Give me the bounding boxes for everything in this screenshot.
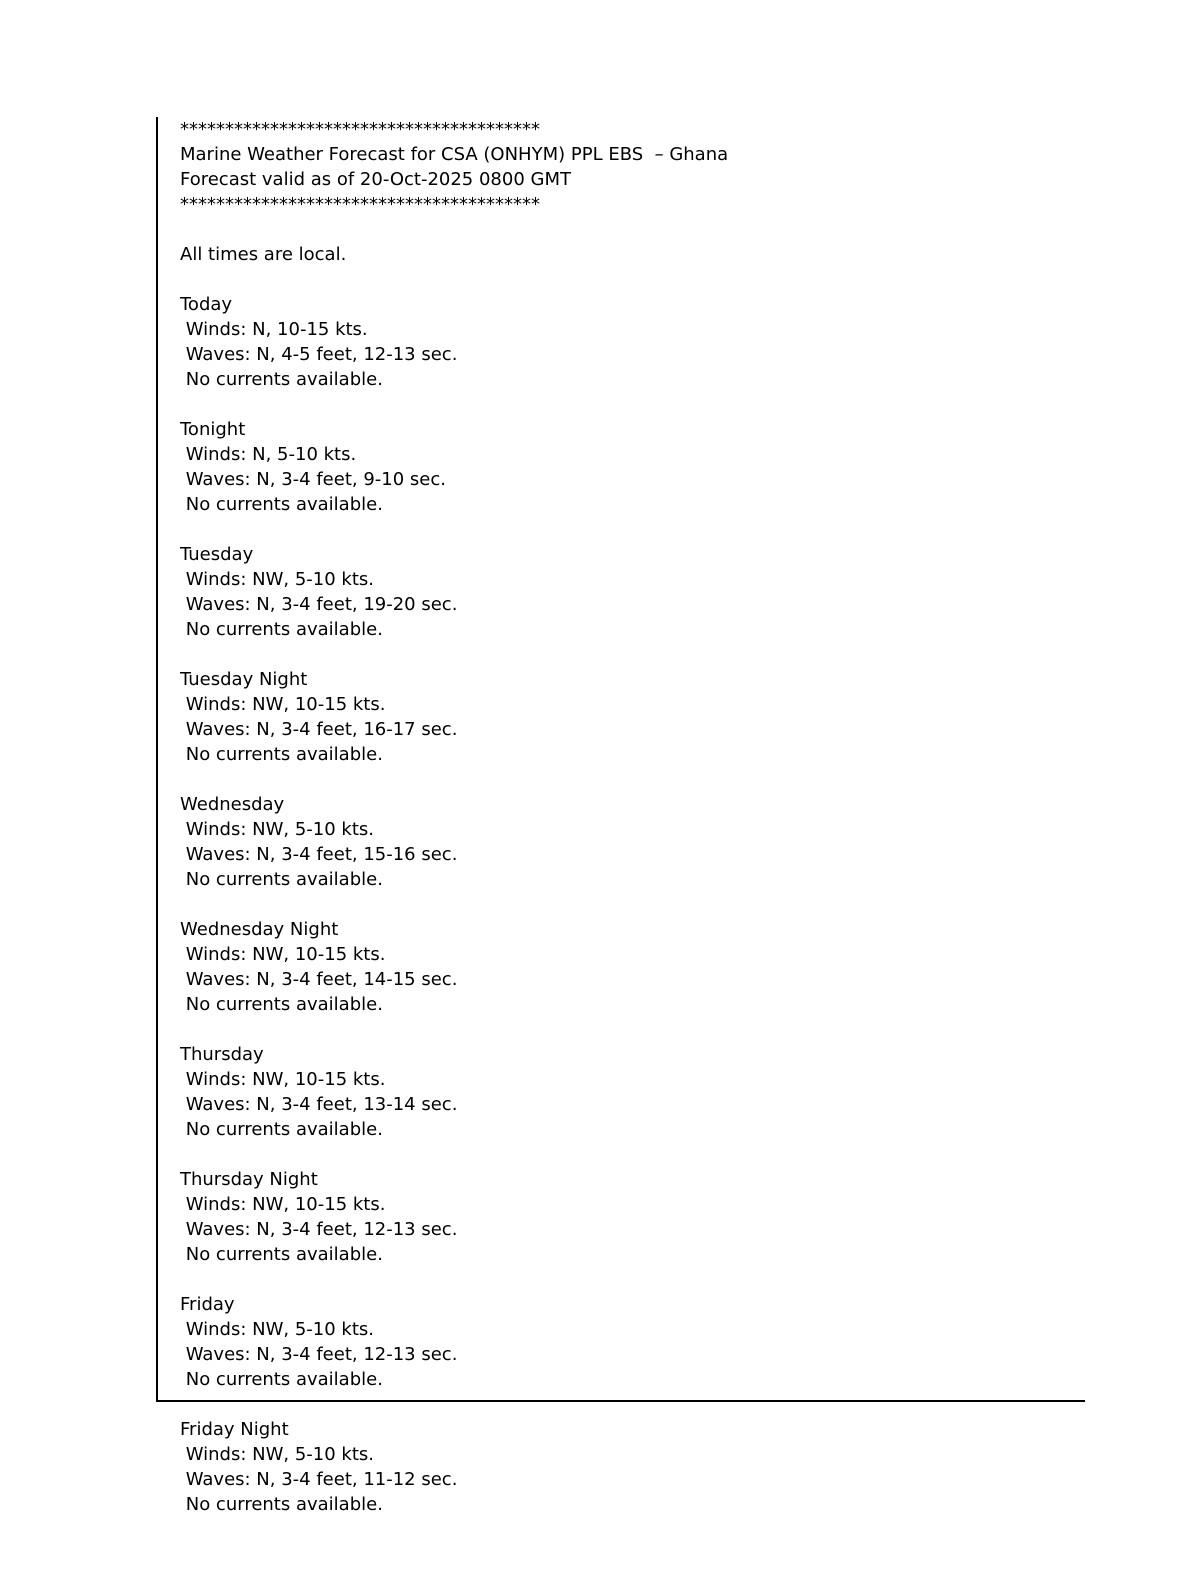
forecast-section-today — [180, 292, 1085, 392]
section-winds: Winds: N, 10-15 kts. — [180, 319, 368, 340]
section-currents: No currents available. — [180, 994, 383, 1015]
blank-line — [180, 642, 1085, 667]
section-currents: No currents available. — [180, 494, 383, 515]
section-waves: Waves: N, 3-4 feet, 15-16 sec. — [180, 844, 458, 865]
times-note: All times are local. — [180, 244, 347, 265]
section-day: Tuesday Night — [180, 669, 308, 690]
section-waves: Waves: N, 3-4 feet, 16-17 sec. — [180, 719, 458, 740]
section-currents: No currents available. — [180, 1494, 383, 1515]
section-waves: Waves: N, 3-4 feet, 11-12 sec. — [180, 1469, 458, 1490]
section-winds: Winds: NW, 10-15 kts. — [180, 1194, 386, 1215]
section-waves: Waves: N, 3-4 feet, 12-13 sec. — [180, 1344, 458, 1365]
section-winds: Winds: NW, 5-10 kts. — [180, 819, 374, 840]
section-winds: Winds: NW, 10-15 kts. — [180, 944, 386, 965]
forecast-section-wednesday-night — [180, 917, 1085, 1017]
section-currents: No currents available. — [180, 619, 383, 640]
section-winds: Winds: NW, 10-15 kts. — [180, 694, 386, 715]
section-waves: Waves: N, 3-4 feet, 13-14 sec. — [180, 1094, 458, 1115]
blank-line — [180, 267, 1085, 292]
forecast-section-tuesday-night — [180, 667, 1085, 767]
section-day: Friday Night — [180, 1419, 289, 1440]
section-day: Today — [180, 294, 233, 315]
blank-line — [180, 1142, 1085, 1167]
forecast-section-thursday-night — [180, 1167, 1085, 1267]
forecast-text-frame — [156, 117, 1085, 1402]
blank-line — [180, 1017, 1085, 1042]
section-winds: Winds: N, 5-10 kts. — [180, 444, 357, 465]
forecast-section-wednesday — [180, 792, 1085, 892]
forecast-valid-date: Forecast valid as of 20-Oct-2025 0800 GMT — [180, 169, 571, 190]
blank-line — [180, 392, 1085, 417]
section-waves: Waves: N, 3-4 feet, 19-20 sec. — [180, 594, 458, 615]
section-waves: Waves: N, 3-4 feet, 12-13 sec. — [180, 1219, 458, 1240]
section-currents: No currents available. — [180, 1119, 383, 1140]
section-waves: Waves: N, 3-4 feet, 14-15 sec. — [180, 969, 458, 990]
blank-line — [180, 892, 1085, 917]
section-currents: No currents available. — [180, 1244, 383, 1265]
section-day: Thursday Night — [180, 1169, 318, 1190]
forecast-section-tonight — [180, 417, 1085, 517]
forecast-section-friday — [180, 1292, 1085, 1392]
stars-line-bottom: **************************************** — [180, 194, 540, 215]
forecast-section-tuesday — [180, 542, 1085, 642]
section-currents: No currents available. — [180, 1369, 383, 1390]
section-winds: Winds: NW, 5-10 kts. — [180, 1444, 374, 1465]
section-winds: Winds: NW, 5-10 kts. — [180, 1319, 374, 1340]
section-day: Thursday — [180, 1044, 264, 1065]
section-winds: Winds: NW, 5-10 kts. — [180, 569, 374, 590]
forecast-title: Marine Weather Forecast for CSA (ONHYM) PPL EBS – Ghana — [180, 144, 729, 165]
section-day: Tonight — [180, 419, 246, 440]
section-currents: No currents available. — [180, 869, 383, 890]
blank-line — [180, 517, 1085, 542]
forecast-section-friday-night — [180, 1417, 1085, 1517]
section-day: Tuesday — [180, 544, 254, 565]
stars-line-top: **************************************** — [180, 119, 540, 140]
forecast-section-thursday — [180, 1042, 1085, 1142]
section-waves: Waves: N, 4-5 feet, 12-13 sec. — [180, 344, 458, 365]
section-day: Wednesday Night — [180, 919, 339, 940]
section-winds: Winds: NW, 10-15 kts. — [180, 1069, 386, 1090]
blank-line — [180, 1267, 1085, 1292]
blank-line — [180, 217, 1085, 242]
section-day: Friday — [180, 1294, 235, 1315]
section-day: Wednesday — [180, 794, 285, 815]
blank-line — [180, 767, 1085, 792]
section-currents: No currents available. — [180, 369, 383, 390]
section-waves: Waves: N, 3-4 feet, 9-10 sec. — [180, 469, 446, 490]
section-currents: No currents available. — [180, 744, 383, 765]
